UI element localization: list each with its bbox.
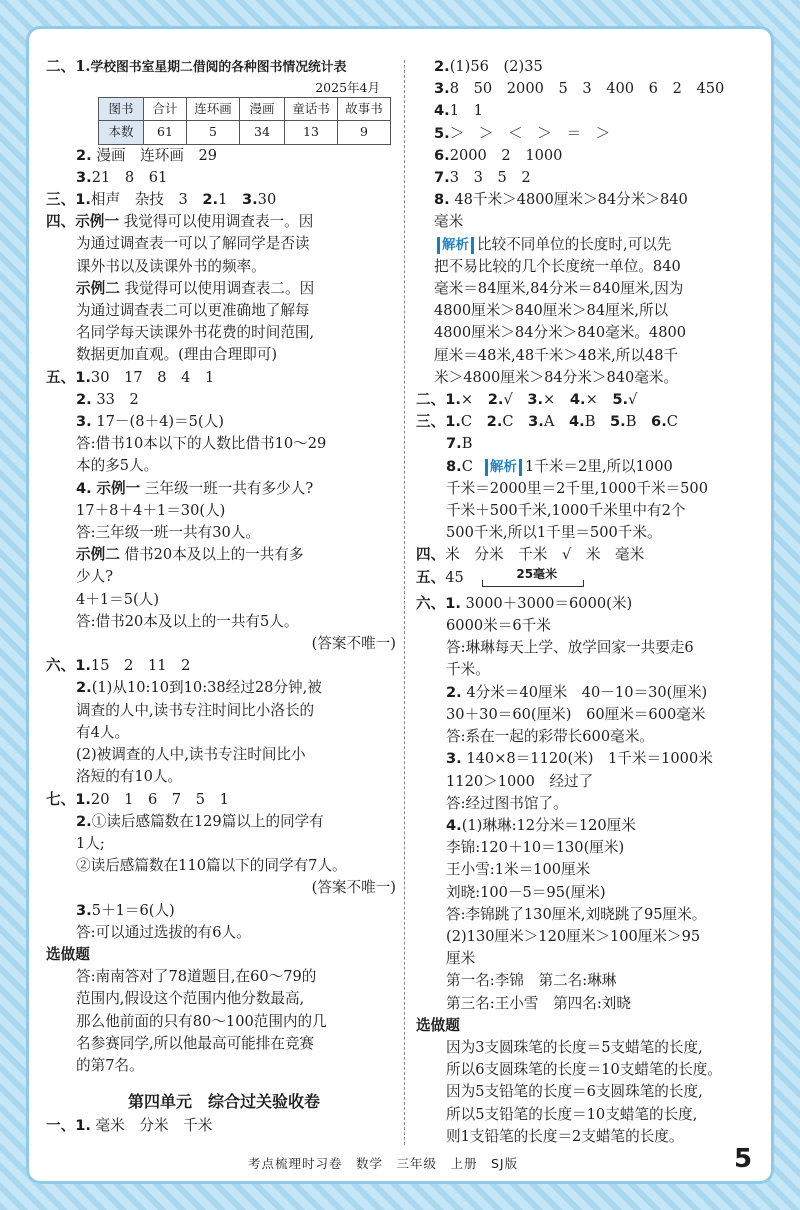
- answer-text: 毫米 分米 千米: [95, 1117, 213, 1135]
- answer-text: 千米。: [446, 661, 490, 679]
- question-number: 5.: [612, 391, 629, 409]
- answer-text: 15 2 11 2: [90, 657, 191, 675]
- answer-text: 答:李锦跳了130厘米,刘晓跳了95厘米。: [446, 905, 707, 923]
- answer-text: 30＋30＝60(厘米) 60厘米＝600毫米: [446, 705, 706, 723]
- answer-text: 第三名:王小雪 第四名:刘晓: [446, 994, 631, 1012]
- answer-text: C: [460, 413, 487, 431]
- answer-text: 三年级一班一共有多少人?: [144, 479, 314, 497]
- answer-text: 1120＞1000 经过了: [446, 772, 594, 790]
- question-number: 6.: [434, 146, 450, 164]
- question-number: 2.: [446, 683, 462, 701]
- answer-text: 1人;: [76, 834, 105, 852]
- table-date: 2025年4月: [315, 80, 380, 96]
- answer-text: 答:系在一起的彩带长600毫米。: [446, 728, 654, 746]
- answer-text: 因为5支铅笔的长度＝6支圆珠笔的长度,: [446, 1083, 703, 1101]
- table-cell: 61: [144, 121, 187, 144]
- example-label: 示例一: [75, 213, 119, 231]
- answer-text: B: [461, 435, 473, 453]
- ruler-drawing: [482, 567, 602, 587]
- note: (答案不唯一): [311, 879, 396, 897]
- answer-text: 我觉得可以使用调查表一。因: [123, 213, 314, 231]
- answer-text: 王小雪:1米＝100厘米: [446, 861, 591, 879]
- answer-text: A: [543, 413, 569, 431]
- table-row: [99, 121, 391, 144]
- answer-text: ①读后感篇数在129篇以上的同学有: [91, 812, 324, 830]
- unit-title: 第四单元 综合过关验收卷: [127, 1092, 320, 1112]
- answer-text: 30 17 8 4 1: [90, 368, 215, 386]
- answer-text: 答:借书20本及以上的一共有5人。: [76, 612, 299, 630]
- answer-text: 3000＋3000＝6000(米): [465, 594, 633, 612]
- table-cell: 童话书: [285, 98, 338, 121]
- analysis-tag: 解析: [485, 459, 522, 476]
- answer-text: 米 分米 千米 √ 米 毫米: [445, 546, 645, 564]
- right-column: [416, 56, 782, 1148]
- stat-table: [98, 97, 391, 144]
- answer-text: 4＋1＝5(人): [76, 590, 160, 608]
- answer-text: 4分米＝40厘米 40－10＝30(厘米): [466, 683, 708, 701]
- answer-text: 因为3支圆珠笔的长度＝5支蜡笔的长度,: [446, 1038, 703, 1056]
- question-number: 3.: [434, 80, 450, 98]
- answer-text: 45: [445, 568, 464, 586]
- question-number: 5.: [610, 413, 626, 431]
- answer-text: 答:三年级一班一共有30人。: [76, 524, 261, 542]
- question-number: 二、1.: [46, 58, 91, 75]
- section-number: 七、: [46, 790, 76, 808]
- question-number: 3.: [528, 413, 544, 431]
- table-cell: 34: [240, 121, 285, 144]
- question-number: 7.: [434, 169, 450, 187]
- question-number: 4.: [446, 816, 462, 834]
- table-row: [99, 98, 391, 121]
- answer-text: 20 1 6 7 5 1: [90, 790, 229, 808]
- table-cell: 本数: [99, 121, 144, 144]
- question-number: 1.: [75, 191, 91, 209]
- answer-text: 17＋8＋4＋1＝30(人): [76, 501, 226, 519]
- question-number: 1.: [445, 391, 461, 409]
- answer-text: 千米＋500千米,1000千米里中有2个: [446, 502, 686, 520]
- answer-text: 为通过调查表一可以了解同学是否读: [76, 235, 310, 253]
- answer-text: 6000米＝6千米: [446, 617, 551, 635]
- answer-text: 我觉得可以使用调查表二。因: [124, 279, 315, 297]
- answer-text: (2)被调查的人中,读书专注时间比小: [76, 746, 306, 764]
- answer-text: ②读后感篇数在110篇以下的同学有7人。: [76, 857, 347, 875]
- question-number: 1.: [75, 1117, 91, 1135]
- question-number: 5.: [434, 124, 450, 142]
- optional-title: 选做题: [416, 1016, 460, 1034]
- table-cell: 图书: [99, 98, 144, 121]
- question-number: 3.: [446, 750, 462, 768]
- answer-text: C: [502, 413, 529, 431]
- answer-text: 调查的人中,读书专注时间比小洛长的: [76, 701, 315, 719]
- page-footer: [0, 1144, 800, 1180]
- table-title: 学校图书室星期二借阅的各种图书情况统计表: [90, 60, 347, 75]
- answer-text: 本的多5人。: [76, 457, 159, 475]
- answer-text: 2000 2 1000: [449, 146, 563, 164]
- question-number: 1.: [445, 594, 461, 612]
- question-number: 2.: [202, 191, 219, 209]
- answer-text: 140×8＝1120(米) 1千米＝1000米: [466, 750, 713, 768]
- table-cell: 漫画: [240, 98, 285, 121]
- answer-text: 少人?: [76, 568, 114, 586]
- question-number: 4.: [568, 413, 585, 431]
- answer-text: √: [503, 391, 528, 409]
- answer-text: 有4人。: [76, 723, 130, 741]
- question-number: 4.: [434, 102, 450, 120]
- section-number: 六、: [416, 594, 446, 612]
- answer-text: 所以6支圆珠笔的长度＝10支蜡笔的长度。: [446, 1061, 722, 1079]
- answer-text: 4800厘米＞840厘米＞84厘米,所以: [434, 302, 669, 320]
- section-number: 三、: [46, 191, 76, 209]
- answer-text: 答:琳琳每天上学、放学回家一共要走6: [446, 639, 694, 657]
- answer-text: 第一名:李锦 第二名:琳琳: [446, 972, 617, 990]
- answer-text: 千米＝2000里＝2千里,1000千米＝500: [446, 479, 708, 497]
- answer-text: 相声 杂技 3: [90, 191, 203, 209]
- question-number: 3.: [241, 191, 258, 209]
- answer-text: 答:经过图书馆了。: [446, 794, 568, 812]
- answer-text: 名参赛同学,所以他最高可能排在竞赛: [76, 1034, 315, 1052]
- question-number: 2.: [434, 58, 450, 75]
- answer-text: 比较不同单位的长度时,可以先: [477, 235, 672, 253]
- answer-text: 那么他前面的只有80～100范围内的几: [76, 1012, 327, 1030]
- answer-text: 把不易比较的几个长度统一单位。840: [434, 257, 681, 275]
- section-number: 一、: [46, 1117, 76, 1135]
- answer-text: B: [584, 413, 611, 431]
- ruler-label: 25毫米: [516, 566, 558, 581]
- answer-text: 李锦:120＋10＝130(厘米): [446, 839, 625, 857]
- note: (答案不唯一): [311, 635, 396, 653]
- example-label: 示例二: [76, 546, 120, 564]
- answer-text: C: [461, 457, 473, 475]
- answer-text: 3 3 5 2: [449, 169, 531, 187]
- answer-text: 范围内,假设这个范围内他分数最高,: [76, 990, 305, 1008]
- answer-text: 数据更加直观。(理由合理即可): [76, 346, 278, 364]
- optional-title: 选做题: [46, 945, 90, 963]
- example-label: 示例一: [96, 479, 141, 497]
- answer-text: 课外书以及读课外书的频率。: [76, 257, 266, 275]
- answer-text: 21 8 61: [91, 168, 168, 186]
- answer-text: (1)从10:10到10:38经过28分钟,被: [91, 679, 322, 697]
- answer-text: (2)130厘米＞120厘米＞100厘米＞95: [446, 927, 701, 945]
- answer-text: 所以5支铅笔的长度＝10支蜡笔的长度,: [446, 1105, 698, 1123]
- answer-text: 5＋1＝6(人): [91, 901, 175, 919]
- table-cell: 13: [285, 121, 338, 144]
- answer-text: 1 1: [449, 102, 483, 120]
- answer-text: 的第7名。: [76, 1056, 144, 1074]
- footer-text: 考点梳理时习卷 数学 三年级 上册 SJ版: [248, 1156, 519, 1171]
- answer-text: 漫画 连环画 29: [96, 146, 218, 164]
- question-number: 8.: [446, 457, 462, 475]
- table-cell: 9: [338, 121, 391, 144]
- question-number: 3.: [527, 391, 544, 409]
- section-number: 五、: [416, 568, 446, 586]
- table-cell: 合计: [144, 98, 187, 121]
- section-number: 四、: [416, 546, 446, 564]
- answer-text: 厘米＝48米,48千米＞48米,所以48千: [434, 346, 679, 364]
- question-number: 8.: [434, 191, 450, 209]
- example-label: 示例二: [76, 279, 120, 297]
- answer-text: B: [625, 413, 652, 431]
- answer-text: C: [666, 413, 678, 431]
- answer-text: 4800厘米＞84分米＞840毫米。4800: [434, 324, 687, 342]
- column-divider: [404, 60, 405, 1145]
- question-number: 2.: [76, 146, 92, 164]
- answer-text: 则1支铅笔的长度＝2支蜡笔的长度。: [446, 1127, 684, 1145]
- answer-text: 答:借书10本以下的人数比借书10～29: [76, 435, 327, 453]
- section-number: 三、: [416, 413, 446, 431]
- answer-text: 答:南南答对了78道题目,在60～79的: [76, 968, 317, 986]
- question-number: 2.: [486, 413, 503, 431]
- answer-text: ×: [460, 391, 488, 409]
- answer-text: 厘米: [446, 950, 476, 968]
- answer-text: 33 2: [96, 390, 139, 408]
- answer-text: 洛短的有10人。: [76, 768, 183, 786]
- answer-text: 17－(8＋4)＝5(人): [96, 413, 224, 431]
- ruler-line: [482, 580, 584, 587]
- section-number: 五、: [46, 368, 76, 386]
- answer-text: ＞ ＞ ＜ ＞ ＝ ＞: [449, 124, 611, 142]
- answer-text: 名同学每天读课外书花费的时间范围,: [76, 324, 315, 342]
- section-number: 二、: [416, 391, 446, 409]
- answer-text: ×: [585, 391, 613, 409]
- table-cell: 5: [187, 121, 240, 144]
- answer-text: 米＞4800厘米＞84分米＞840毫米。: [434, 368, 679, 386]
- answer-text: 1: [218, 191, 242, 209]
- answer-text: 1千米＝2里,所以1000: [524, 457, 673, 475]
- section-number: 四、: [46, 213, 76, 231]
- table-cell: 连环画: [187, 98, 240, 121]
- table-cell: 故事书: [338, 98, 391, 121]
- answer-text: 8 50 2000 5 3 400 6 2 450: [449, 80, 725, 98]
- answer-text: 借书20本及以上的一共有多: [124, 546, 304, 564]
- question-number: 7.: [446, 435, 462, 453]
- question-number: 1.: [445, 413, 461, 431]
- answer-text: 毫米＝84厘米,84分米＝840厘米,因为: [434, 280, 684, 298]
- question-number: 2.: [487, 391, 504, 409]
- answer-text: 500千米,所以1千里＝500千米。: [446, 524, 662, 542]
- question-number: 6.: [651, 413, 667, 431]
- answer-text: (1)56 (2)35: [449, 58, 543, 75]
- answer-text: ×: [543, 391, 570, 409]
- question-number: 3.: [76, 168, 92, 186]
- page-number: 5: [734, 1144, 753, 1174]
- answer-text: 30: [257, 191, 277, 209]
- answer-text: 为通过调查表二可以更准确地了解每: [76, 302, 310, 320]
- section-number: 六、: [46, 657, 76, 675]
- question-number: 4.: [569, 391, 586, 409]
- answer-text: 刘晓:100－5＝95(厘米): [446, 883, 606, 901]
- analysis-tag: 解析: [437, 237, 474, 254]
- answer-text: 48千米＞4800厘米＞84分米＞840: [454, 191, 688, 209]
- answer-text: 毫米: [434, 213, 464, 231]
- answer-text: √: [628, 391, 638, 409]
- answer-text: (1)琳琳:12分米＝120厘米: [461, 816, 636, 834]
- answer-text: 答:可以通过选拔的有6人。: [76, 923, 251, 941]
- left-column: 二、1.学校图书室星期二借阅的各种图书情况统计表 2025年4月 图书 合计 连环画 漫画 童话书 故事书 本数 61 5 34 13 9 2. 漫画 连环画 29 3.21 8 61 三、1.相声 杂技 3 2.1 3.30 四、示例一 我觉得可以使用调查表一。因 为通过调查表一可以了解同学是否读 课外书以及读课外书的频率。 示例二 我觉得可以使用调查表二。因 为通过调查表二可以更准确地了解每 名同学每天读课外书花费的时间范围, 数据更加直观。(理由合理即可) 五、1.30 17 8 4 1 2. 33 2 3. 17－(8＋4)＝5(人) 答:借书10本以下的人数比借书10～29 本的多5人。 4. 示例一 三年级一班一共有多少人? 17＋8＋4＋1＝30(人) 答:三年级一班一共有30人。 示例二 借书20本及以上的一共有多 少人? 4＋1＝5(人) 答:借书20本及以上的一共有5人。 (答案不唯一) 六、1.15 2 11 2 2.(1)从10:10到10:38经过28分钟,被 调查的人中,读书专注时间比小洛长的 有4人。 (2)被调查的人中,读书专注时间比小 洛短的有10人。 七、1.20 1 6 7 5 1 2.①读后感篇数在129篇以上的同学有 1人; ②读后感篇数在110篇以下的同学有7人。 (答案不唯一) 3.5＋1＝6(人) 答:可以通过选拔的有6人。 选做题 答:南南答对了78道题目,在60～79的 范围内,假设这个范围内他分数最高, 那么他前面的只有80～100范围内的几 名参赛同学,所以他最高可能排在竞赛 的第7名。 第四单元 综合过关验收卷 一、1. 毫米 分米 千米: [46, 56, 402, 1137]
